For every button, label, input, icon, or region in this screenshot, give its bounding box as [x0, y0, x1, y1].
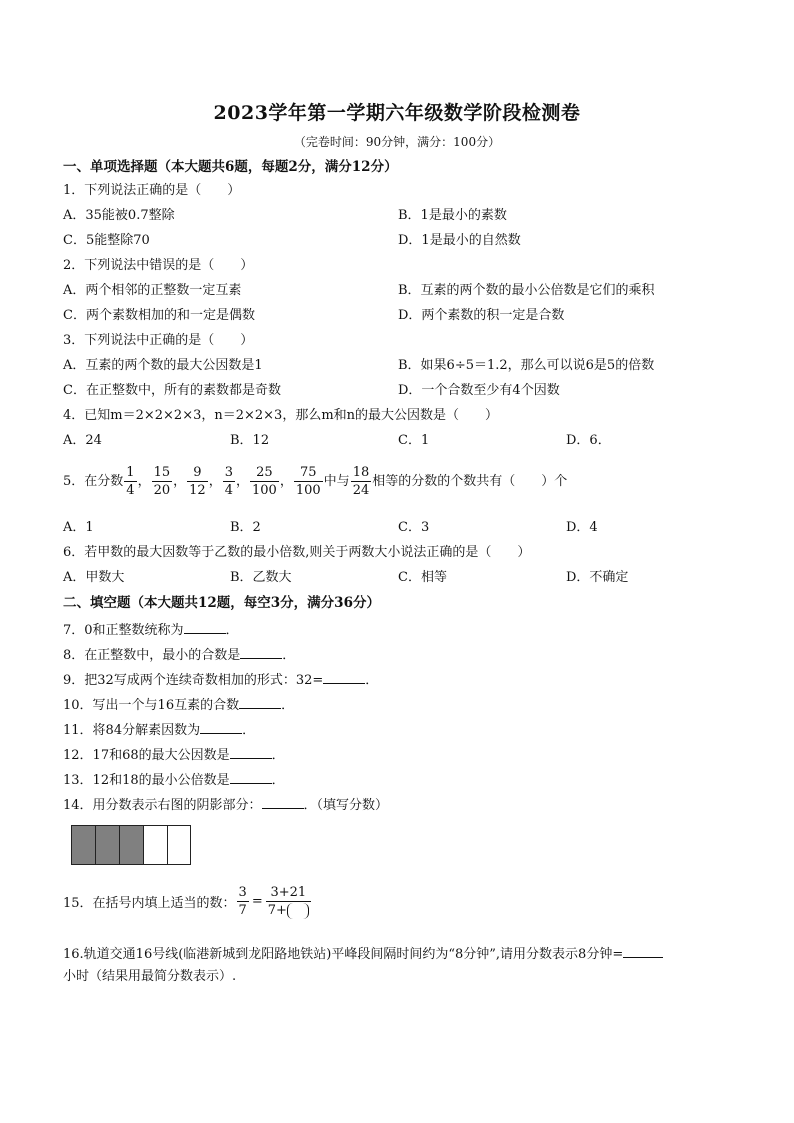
q12	[63, 744, 285, 765]
q6-option-c: C．相等	[398, 570, 447, 585]
q5-fraction-3-denominator: 12	[189, 483, 206, 498]
q5-separator: ，	[279, 474, 293, 489]
q14-shaded-figure	[71, 825, 191, 865]
q4-option-c: C．1	[398, 433, 430, 448]
q5-fraction-2	[152, 464, 173, 499]
q11	[63, 719, 255, 740]
q15	[63, 884, 312, 919]
q5-option-c: C．3	[398, 520, 430, 535]
q15-left-fraction	[237, 884, 249, 919]
q6-stem: 6．若甲数的最大因数等于乙数的最小倍数,则关于两数大小说法正确的是（ ）	[63, 545, 531, 560]
section-1-heading: 一、单项选择题（本大题共6题，每题2分，满分12分）	[63, 159, 398, 175]
section-2-heading: 二、填空题（本大题共12题，每空3分，满分36分）	[63, 595, 380, 611]
q16-line-2: 小时（结果用最简分数表示）.	[63, 969, 237, 984]
q11-answer-blank[interactable]	[200, 719, 242, 734]
q5-prefix: 5．在分数	[63, 474, 124, 489]
q8-answer-blank[interactable]	[240, 644, 282, 659]
q5-option-b: B．2	[230, 520, 261, 535]
q15-text: 15．在括号内填上适当的数：	[63, 896, 236, 911]
q13-end: ．	[271, 773, 285, 788]
q15-equals: =	[251, 894, 263, 909]
q13-answer-blank[interactable]	[230, 769, 272, 784]
q5-fraction-3	[187, 464, 208, 499]
q5-fraction-7	[351, 464, 372, 499]
q5-fraction-6-denominator: 100	[295, 483, 321, 498]
page-title: 2023学年第一学期六年级数学阶段检测卷	[213, 102, 581, 124]
q8-text: 8．在正整数中，最小的合数是	[63, 648, 241, 663]
q15-right-fraction	[266, 884, 311, 919]
q7-text: 7．0和正整数统称为	[63, 623, 184, 638]
q7-end: ．	[225, 623, 239, 638]
q15-right-denominator-text: 7+	[267, 903, 287, 918]
q4-stem: 4．已知m＝2×2×2×3，n＝2×2×3，那么m和n的最大公因数是（ ）	[63, 408, 499, 423]
q2-option-b: B．互素的两个数的最小公倍数是它们的乘积	[398, 283, 655, 298]
q15-answer-parentheses[interactable]	[287, 903, 309, 919]
q6-option-a: A．甲数大	[63, 570, 125, 585]
q4-option-b: B．12	[230, 433, 270, 448]
q10-end: ．	[281, 698, 295, 713]
q10-answer-blank[interactable]	[239, 694, 281, 709]
q3-option-d: D．一个合数至少有4个因数	[398, 383, 560, 398]
q16-answer-blank[interactable]	[623, 943, 663, 958]
q15-right-denominator	[266, 902, 311, 919]
q12-text: 12．17和68的最大公因数是	[63, 748, 230, 763]
q5-separator: ，	[173, 474, 187, 489]
q5-separator: ，	[137, 474, 151, 489]
q5-fraction-3-numerator: 9	[187, 464, 208, 482]
q5-fraction-2-denominator: 20	[153, 483, 171, 498]
q5-fraction-7-denominator: 24	[352, 483, 370, 498]
q6-option-d: D．不确定	[566, 570, 629, 585]
q6-option-b: B．乙数大	[230, 570, 292, 585]
q9	[63, 669, 378, 690]
q2-option-a: A．两个相邻的正整数一定互素	[63, 283, 242, 298]
q5-stem	[63, 464, 567, 500]
q9-answer-blank[interactable]	[323, 669, 365, 684]
shaded-cell	[71, 825, 95, 865]
q5-fraction-7-numerator: 18	[352, 465, 370, 480]
q8-end: ．	[282, 648, 296, 663]
q5-option-d: D．4	[566, 520, 598, 535]
q16-line-1	[63, 943, 663, 964]
q5-fraction-1	[124, 464, 136, 499]
q5-fraction-4-denominator: 4	[224, 483, 233, 498]
q10	[63, 694, 294, 715]
q7-answer-blank[interactable]	[184, 619, 226, 634]
q15-left-numerator: 3	[238, 885, 247, 900]
q14-answer-blank[interactable]	[262, 794, 304, 809]
q12-end: ．	[271, 748, 285, 763]
q9-text: 9．把32写成两个连续奇数相加的形式：32=	[63, 673, 324, 688]
q2-option-c: C．两个素数相加的和一定是偶数	[63, 308, 255, 323]
q1-option-d: D．1是最小的自然数	[398, 233, 521, 248]
q3-option-b: B．如果6÷5＝1.2，那么可以说6是5的倍数	[398, 358, 655, 373]
q5-fraction-1-denominator: 4	[126, 483, 135, 498]
q3-stem: 3．下列说法中正确的是（ ）	[63, 333, 254, 348]
q14	[63, 794, 388, 815]
q11-text: 11．将84分解素因数为	[63, 723, 201, 738]
q1-option-a: A．35能被0.7整除	[63, 208, 175, 223]
q2-option-d: D．两个素数的积一定是合数	[398, 308, 565, 323]
q9-end: ．	[365, 673, 379, 688]
q5-fraction-2-numerator: 15	[153, 465, 171, 480]
q14-end: ．（填写分数）	[303, 798, 389, 813]
q2-stem: 2．下列说法中错误的是（ ）	[63, 258, 254, 273]
q5-fraction-6	[294, 464, 323, 499]
q15-left-denominator: 7	[238, 903, 247, 918]
q5-suffix: 相等的分数的个数共有（ ）个	[372, 474, 568, 489]
q3-option-a: A．互素的两个数的最大公因数是1	[63, 358, 263, 373]
q15-right-numerator: 3+21	[266, 884, 311, 902]
q5-fraction-5-denominator: 100	[252, 483, 277, 498]
q5-fraction-6-numerator: 75	[294, 464, 323, 482]
q5-fraction-4-numerator: 3	[224, 465, 233, 480]
unshaded-cell	[167, 825, 191, 865]
q3-option-c: C．在正整数中，所有的素数都是奇数	[63, 383, 281, 398]
q16-text: 16.轨道交通16号线(临港新城到龙阳路地铁站)平峰段间隔时间约为“8分钟”,请用分数表示8分钟=	[63, 947, 624, 962]
q1-option-c: C．5能整除70	[63, 233, 150, 248]
q13-text: 13．12和18的最小公倍数是	[63, 773, 230, 788]
q5-fraction-5-numerator: 25	[250, 464, 279, 482]
q5-fraction-5	[250, 464, 279, 499]
q14-text: 14．用分数表示右图的阴影部分：	[63, 798, 262, 813]
q5-separator: ，	[235, 474, 249, 489]
q11-end: ．	[242, 723, 256, 738]
shaded-cell	[95, 825, 119, 865]
q10-text: 10．写出一个与16互素的合数	[63, 698, 240, 713]
q1-option-b: B．1是最小的素数	[398, 208, 507, 223]
q5-mid-text: 中与	[323, 474, 350, 489]
q5-fraction-4	[223, 464, 235, 499]
q4-option-d: D．6．	[566, 433, 611, 448]
exam-subtitle: （完卷时间：90分钟，满分：100分）	[293, 135, 501, 149]
q5-option-a: A．1	[63, 520, 94, 535]
q4-option-a: A．24	[63, 433, 102, 448]
shaded-cell	[119, 825, 143, 865]
q5-separator: ，	[208, 474, 222, 489]
q8	[63, 644, 295, 665]
q5-fraction-1-numerator: 1	[126, 465, 135, 480]
q12-answer-blank[interactable]	[230, 744, 272, 759]
q7	[63, 619, 239, 640]
q1-stem: 1．下列说法正确的是（ ）	[63, 183, 241, 198]
q13	[63, 769, 285, 790]
unshaded-cell	[143, 825, 167, 865]
